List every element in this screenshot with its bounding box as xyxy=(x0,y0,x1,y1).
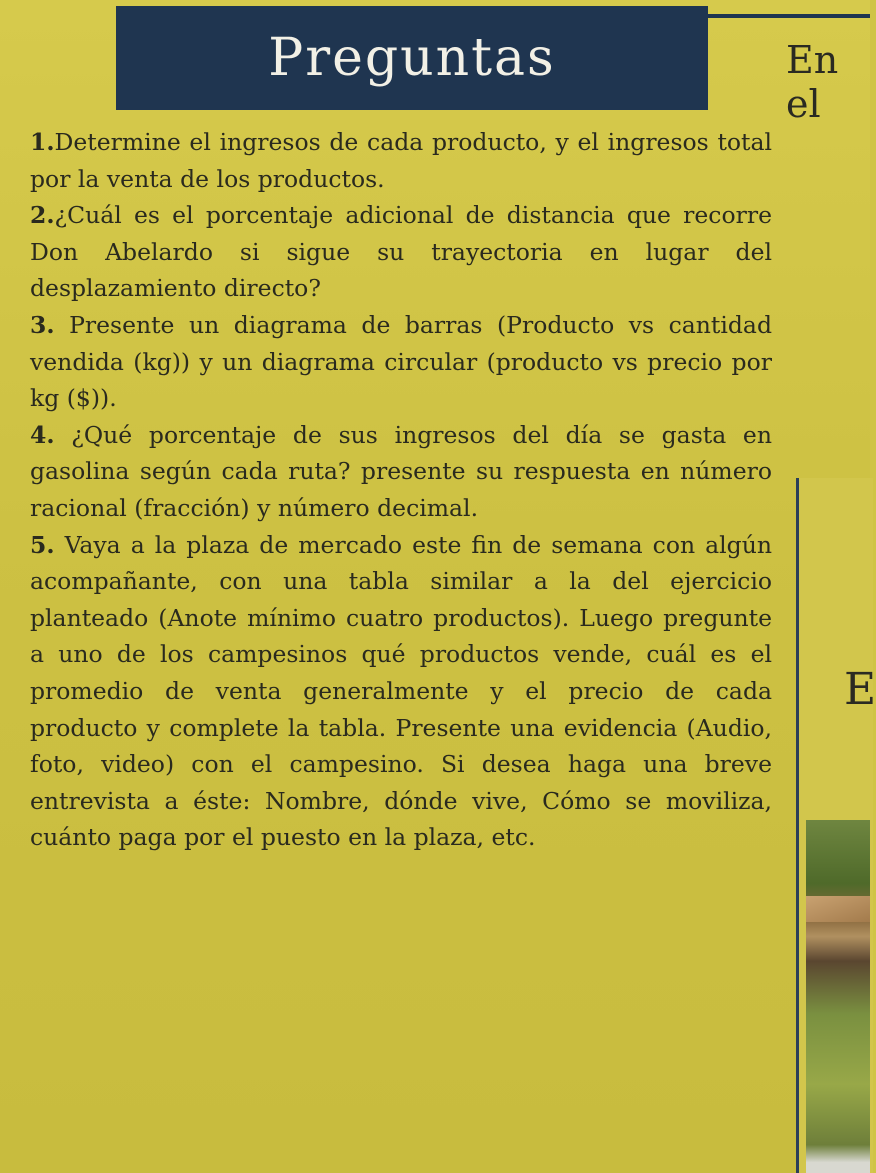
header-banner xyxy=(116,6,708,110)
market-photo xyxy=(806,820,870,1173)
top-divider xyxy=(708,14,870,18)
side-letter: E xyxy=(844,664,876,715)
photo-roof-detail xyxy=(806,896,870,922)
page-title: Preguntas xyxy=(268,28,556,88)
side-heading-partial: En el xyxy=(786,38,839,126)
question-4: 4. ¿Qué porcentaje de sus ingresos del día se gasta en gasolina según cada ruta? presente su respuesta en número racional (fracción) y número decimal. xyxy=(30,420,772,522)
questions-list xyxy=(30,124,772,856)
question-2: 2.¿Cuál es el porcentaje adicional de distancia que recorre Don Abelardo si sigue su trayectoria en lugar del desplazamiento directo? xyxy=(30,201,772,303)
question-3: 3. Presente un diagrama de barras (Producto vs cantidad vendida (kg)) y un diagrama circular (producto vs precio por kg ($)). xyxy=(30,310,772,413)
question-1: 1.Determine el ingresos de cada producto, y el ingresos total por la venta de los productos. xyxy=(30,128,772,193)
question-5: 5. Vaya a la plaza de mercado este fin de semana con algún acompañante, con una tabla similar a la del ejercicio planteado (Anote mínimo cuatro productos). Luego pregunte a uno de los campesinos qué productos vende, cuál es el promedio de venta generalmente y el precio de cada producto y complete la tabla. Presente una evidencia (Audio, foto, video) con el campesino. Si desea haga una breve entrevista a éste: Nombre, dónde vive, Cómo se moviliza, cuánto paga por el puesto en la plaza, etc. xyxy=(30,530,772,852)
